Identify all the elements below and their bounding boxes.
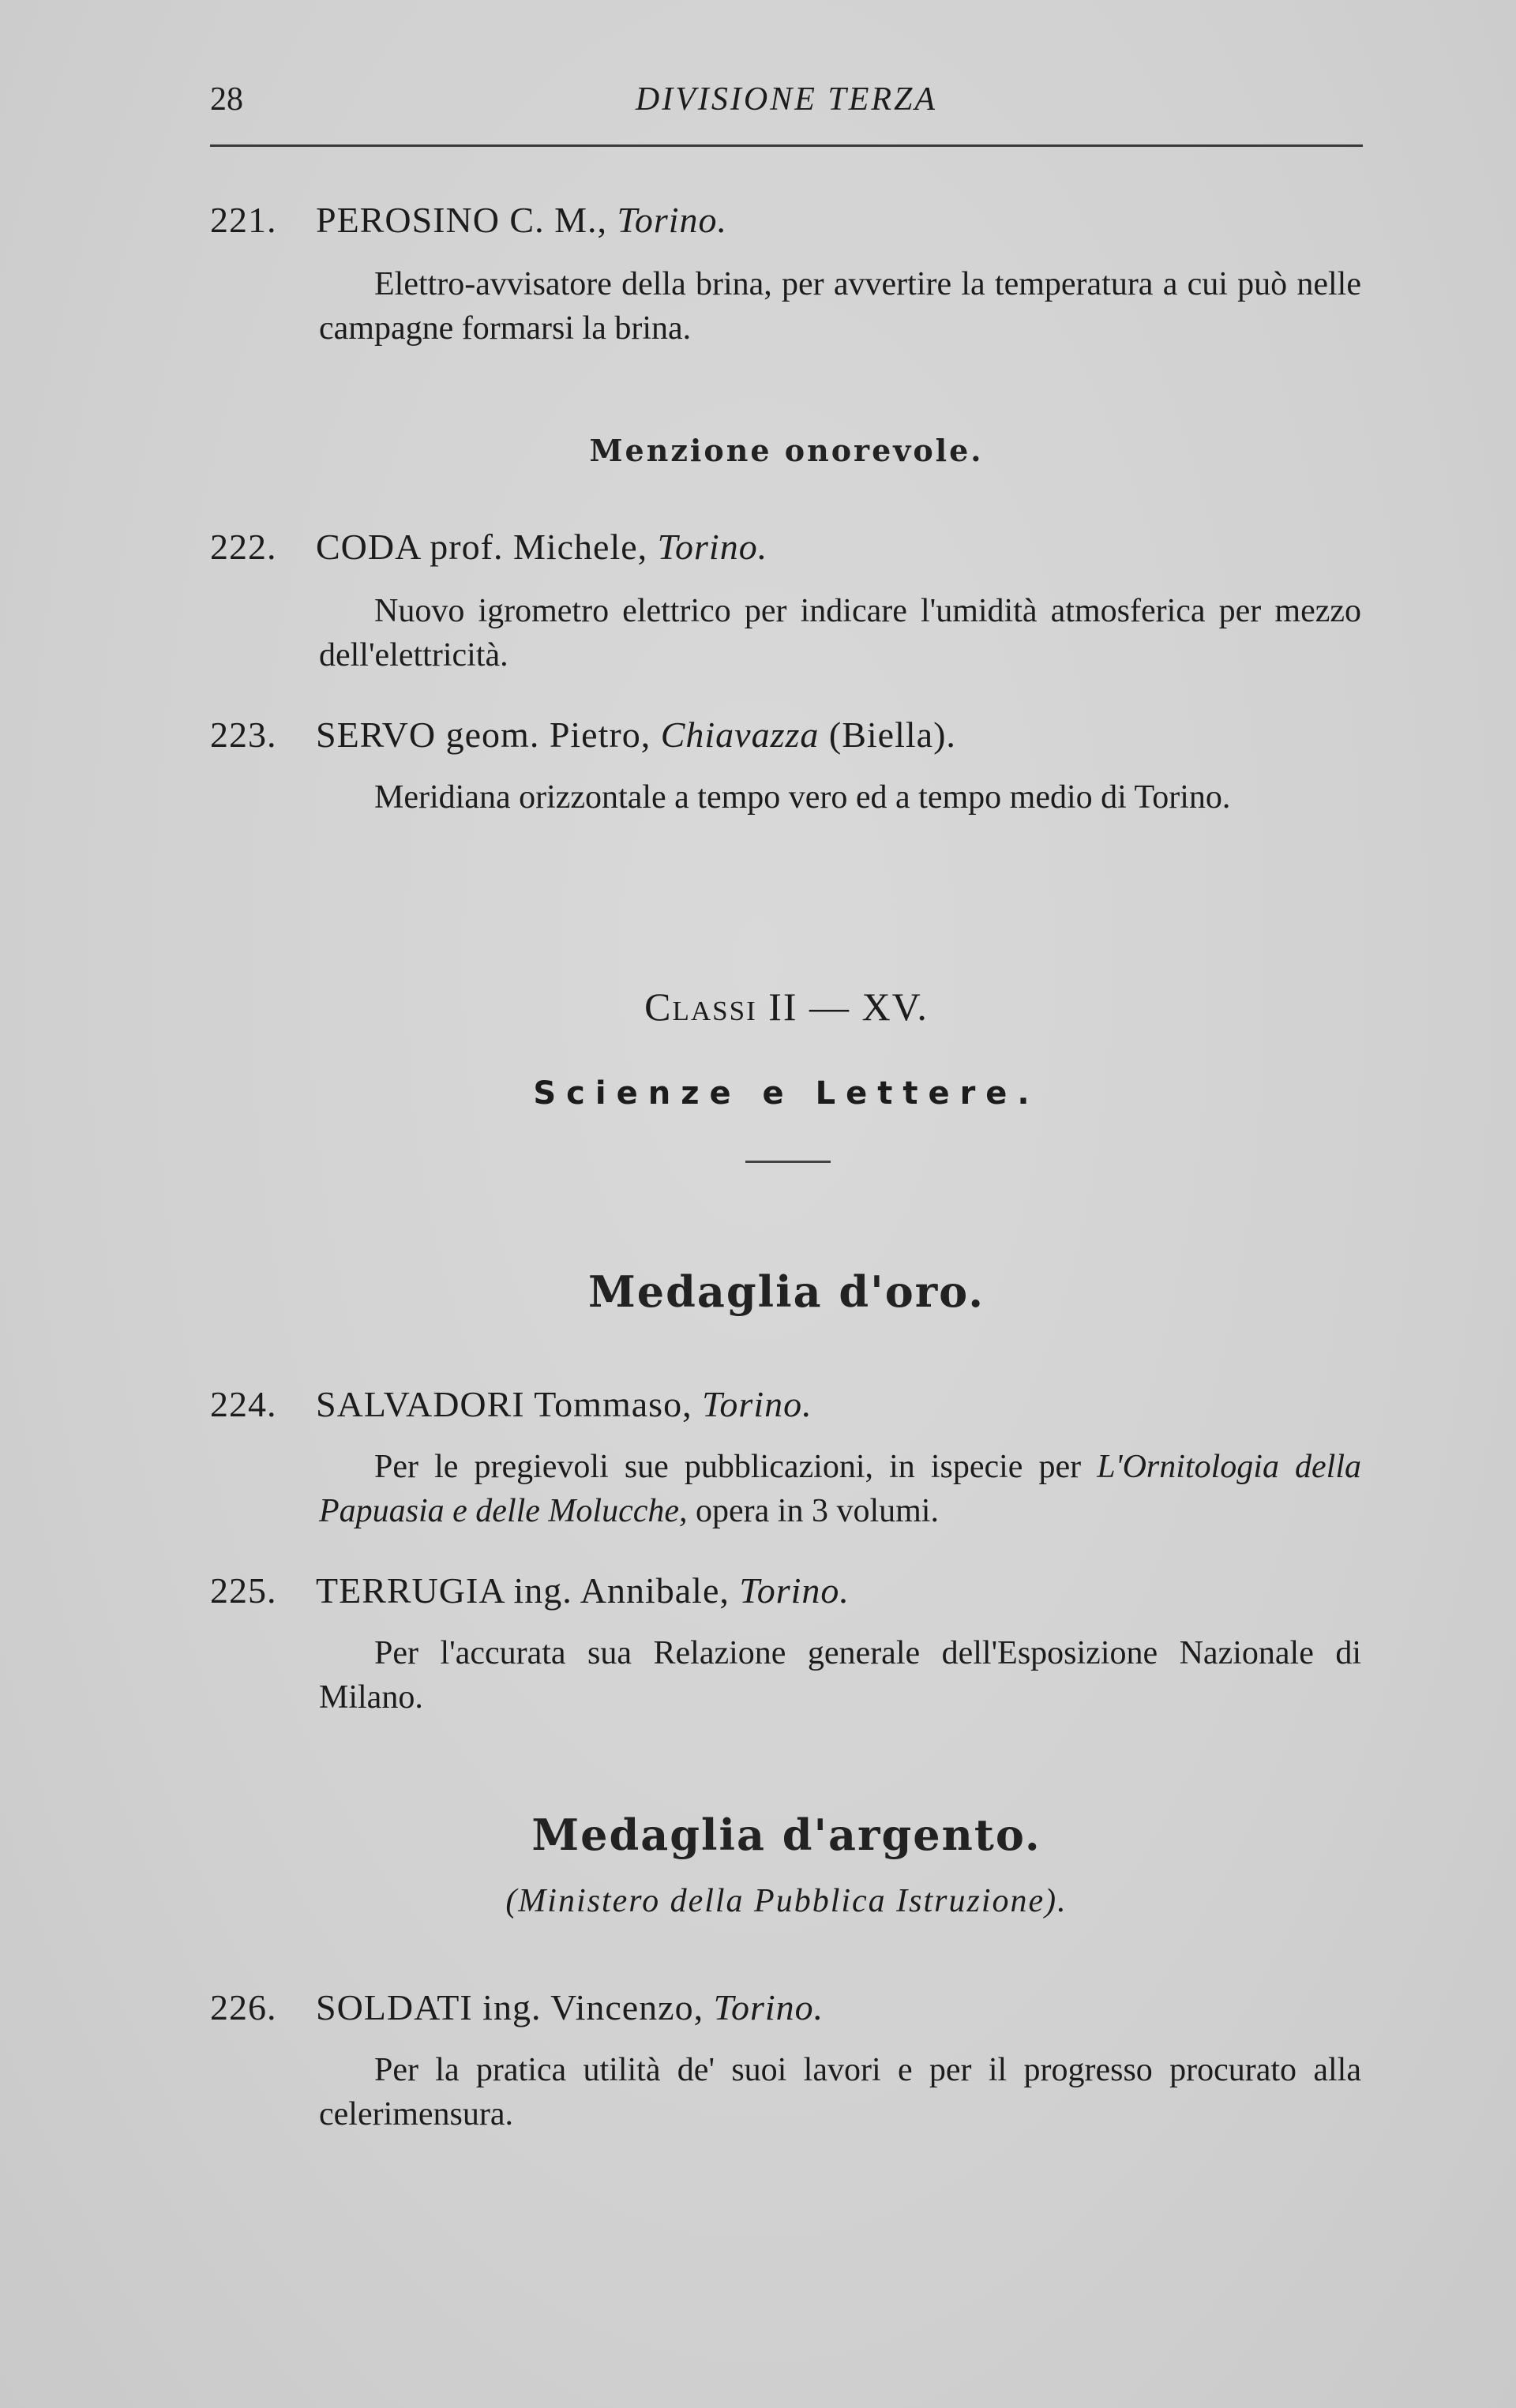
entry-name: PEROSINO C. M., [316, 200, 608, 240]
award-heading-menzione: Menzione onorevole. [589, 433, 984, 468]
running-title: DIVISIONE TERZA [635, 81, 938, 118]
entry-place-province: (Biella). [828, 715, 956, 755]
class-heading [210, 984, 1363, 1030]
entry-number: 221. [210, 200, 277, 240]
entry-heading-222 [210, 526, 767, 568]
entry-heading-226 [210, 1986, 824, 2028]
entry-number: 223. [210, 715, 277, 755]
entry-place: Torino. [617, 200, 728, 240]
entry-name: SOLDATI ing. Vincenzo, [316, 1987, 704, 2027]
running-head [210, 81, 1363, 128]
entry-place: Torino. [702, 1384, 812, 1424]
entry-number: 222. [210, 527, 277, 567]
entry-name: TERRUGIA ing. Annibale, [316, 1570, 730, 1611]
award-sponsor: (Ministero della Pubblica Istruzione). [505, 1883, 1068, 1919]
entry-place: Chiavazza [660, 715, 820, 755]
entry-description-222: Nuovo igrometro elettrico per indicare l'umidità atmosferica per mezzo dell'elettricità. [319, 593, 1361, 673]
entry-description-226: Per la pratica utilità de' suoi lavori e per il progresso procurato alla celerimensura. [319, 2052, 1361, 2132]
entry-description-221: Elettro-avvisatore della brina, per avvertire la temperatura a cui può nelle campagne formarsi la brina. [319, 266, 1361, 347]
class-heading-prefix: Classi [644, 985, 757, 1029]
entry-number: 226. [210, 1987, 277, 2027]
description-title: L'Ornitologia della Papuasia e delle Molucche, [319, 1449, 1362, 1529]
page-number: 28 [210, 81, 243, 118]
award-heading-argento: Medaglia d'argento. [531, 1810, 1041, 1860]
entry-description-224 [319, 1445, 1361, 1533]
section-divider [745, 1161, 831, 1163]
class-heading-numbers: II — XV. [768, 985, 929, 1029]
subject-heading: Scienze e Lettere. [533, 1075, 1040, 1112]
entry-place: Torino. [657, 527, 768, 567]
description-text: Per le pregievoli sue pubblicazioni, in ispecie per [374, 1449, 1082, 1485]
entry-number: 224. [210, 1384, 277, 1424]
entry-name: CODA prof. Michele, [316, 527, 648, 567]
entry-name: SALVADORI Tommaso, [316, 1384, 692, 1424]
entry-description-223: Meridiana orizzontale a tempo vero ed a tempo medio di Torino. [374, 779, 1231, 816]
entry-name: SERVO geom. Pietro, [316, 715, 651, 755]
entry-place: Torino. [713, 1987, 824, 2027]
entry-heading-223 [210, 714, 956, 756]
entry-heading-221 [210, 199, 727, 241]
entry-heading-225 [210, 1570, 850, 1611]
entry-description-225: Per l'accurata sua Relazione generale dell'Esposizione Nazionale di Milano. [319, 1635, 1361, 1716]
entry-place: Torino. [739, 1570, 850, 1611]
entry-heading-224 [210, 1383, 812, 1425]
award-heading-oro: Medaglia d'oro. [587, 1266, 985, 1317]
description-text-end: opera in 3 volumi. [696, 1493, 939, 1529]
header-rule [210, 144, 1363, 147]
entry-number: 225. [210, 1570, 277, 1611]
